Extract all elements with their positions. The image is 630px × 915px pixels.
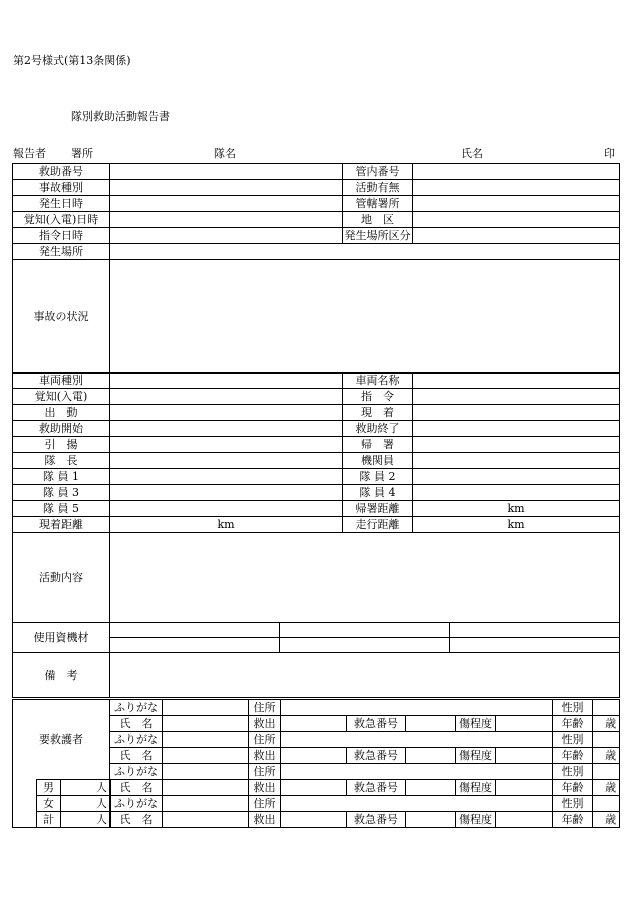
label-engineer: 機関員 [343,453,413,469]
label-jurisdiction: 管轄署所 [343,196,413,212]
label-captain: 隊 長 [13,453,110,469]
sex-value-4[interactable] [593,796,620,812]
label-location: 発生場所 [13,244,110,260]
rescued-label: 要救護者 [39,733,83,746]
age-unit-1[interactable]: 歳 [593,716,620,732]
address-value-3[interactable] [281,764,553,780]
tally-male-value[interactable]: 人 [61,780,111,796]
value-engineer[interactable] [413,453,620,469]
value-dispatch-datetime[interactable] [110,228,343,244]
value-activity-status[interactable] [413,180,620,196]
incident-table [12,163,620,374]
value-return[interactable] [413,437,620,453]
label-location-class: 発生場所区分 [344,229,411,242]
label-arrival-distance: 現着距離 [13,517,110,533]
value-return-distance[interactable]: km [413,501,620,517]
label-call-datetime: 覚知(入電)日時 [13,212,110,228]
address-value-1[interactable] [281,700,553,716]
station-label: 署所 [71,147,93,160]
value-vehicle-name[interactable] [413,373,620,389]
label-remarks: 備 考 [13,653,110,698]
equipment-cell-3[interactable] [450,623,620,638]
label-occurrence-datetime: 発生日時 [13,196,110,212]
age-label-4: 年齢 [553,812,593,828]
furigana-value-2[interactable] [163,732,249,748]
value-location[interactable] [110,244,620,260]
name-value-4[interactable] [163,812,249,828]
age-unit-2[interactable]: 歳 [593,748,620,764]
value-remarks[interactable] [110,653,620,698]
value-departure[interactable] [110,405,343,421]
value-rescue-start[interactable] [110,421,343,437]
value-member-2[interactable] [413,469,620,485]
rescue-value-1[interactable] [281,716,347,732]
equipment-cell-6[interactable] [450,638,620,653]
name-label-2: 氏 名 [110,748,163,764]
rescue-label-4: 救出 [249,812,281,828]
value-arrival[interactable] [413,405,620,421]
injury-label-2: 傷程度 [456,748,496,764]
label-vehicle-name: 車両名称 [343,373,413,389]
unit-label: 隊名 [214,147,236,160]
age-unit-4[interactable]: 歳 [593,812,620,828]
injury-value-4[interactable] [496,812,553,828]
tally-table [36,779,111,828]
value-vehicle-type[interactable] [110,373,343,389]
tally-total-value[interactable]: 人 [61,812,111,828]
tally-total-label: 計 [37,812,61,828]
label-departure: 出 動 [13,405,110,421]
equipment-cell-5[interactable] [280,638,450,653]
name-value-3[interactable] [163,780,249,796]
value-call-datetime[interactable] [110,212,343,228]
ambulance-no-value-2[interactable] [406,748,456,764]
label-withdrawal: 引 揚 [13,437,110,453]
name-label-3: 氏 名 [110,780,163,796]
label-member-5: 隊 員 5 [13,501,110,517]
value-jurisdiction[interactable] [413,196,620,212]
activity-table [12,532,620,698]
value-occurrence-datetime[interactable] [110,196,343,212]
equipment-cell-4[interactable] [110,638,280,653]
injury-value-2[interactable] [496,748,553,764]
label-member-1: 隊 員 1 [13,469,110,485]
name-label-1: 氏 名 [110,716,163,732]
name-label: 氏名 [461,147,483,160]
page-title: 隊別救助活動報告書 [71,110,170,123]
furigana-label-2: ふりがな [110,732,163,748]
value-member-5[interactable] [110,501,343,517]
label-activity-status: 活動有無 [343,180,413,196]
ambulance-no-value-1[interactable] [406,716,456,732]
rescue-value-3[interactable] [281,780,347,796]
injury-value-1[interactable] [496,716,553,732]
label-dispatch-datetime: 指令日時 [13,228,110,244]
seal-label: 印 [604,147,615,160]
name-label-4: 氏 名 [110,812,163,828]
age-label-3: 年齢 [553,780,593,796]
rescue-value-2[interactable] [281,748,347,764]
label-vehicle-type: 車両種別 [13,373,110,389]
sex-value-1[interactable] [593,700,620,716]
label-accident-type: 事故種別 [13,180,110,196]
label-return: 帰 署 [343,437,413,453]
address-label-3: 住所 [249,764,281,780]
address-value-4[interactable] [281,796,553,812]
age-label-2: 年齢 [553,748,593,764]
rescue-label-2: 救出 [249,748,281,764]
injury-label-1: 傷程度 [456,716,496,732]
ambulance-no-label-1: 救急番号 [347,716,406,732]
sex-label-2: 性別 [553,732,593,748]
furigana-label-3: ふりがな [110,764,163,780]
label-district-no: 管内番号 [343,164,413,180]
age-unit-3[interactable]: 歳 [593,780,620,796]
sex-value-3[interactable] [593,764,620,780]
ambulance-no-label-4: 救急番号 [347,812,406,828]
age-label-1: 年齢 [553,716,593,732]
label-activity: 活動内容 [13,533,110,623]
label-call-time: 覚知(入電) [13,389,110,405]
furigana-label-1: ふりがな [110,700,163,716]
value-activity[interactable] [110,533,620,623]
ambulance-no-value-3[interactable] [406,780,456,796]
label-rescue-start: 救助開始 [13,421,110,437]
value-member-1[interactable] [110,469,343,485]
label-travel-distance: 走行距離 [343,517,413,533]
sex-value-2[interactable] [593,732,620,748]
tally-female-label: 女 [37,796,61,812]
sex-label-1: 性別 [553,700,593,716]
address-value-2[interactable] [281,732,553,748]
label-arrival: 現 着 [343,405,413,421]
tally-male-label: 男 [37,780,61,796]
vehicle-table [12,372,620,533]
label-member-2: 隊 員 2 [343,469,413,485]
ambulance-no-label-2: 救急番号 [347,748,406,764]
label-equipment: 使用資機材 [13,623,110,653]
equipment-cell-1[interactable] [110,623,280,638]
label-member-4: 隊 員 4 [343,485,413,501]
equipment-cell-2[interactable] [280,623,450,638]
label-order-time: 指 令 [343,389,413,405]
ambulance-no-value-4[interactable] [406,812,456,828]
furigana-value-4[interactable] [163,796,249,812]
injury-value-3[interactable] [496,780,553,796]
form-number: 第2号様式(第13条関係) [13,54,131,67]
value-accident-type[interactable] [110,180,343,196]
label-rescue-end: 救助終了 [343,421,413,437]
value-order-time[interactable] [413,389,620,405]
ambulance-no-label-3: 救急番号 [347,780,406,796]
label-member-3: 隊 員 3 [13,485,110,501]
sex-label-3: 性別 [553,764,593,780]
label-return-distance: 帰署距離 [343,501,413,517]
address-label-2: 住所 [249,732,281,748]
value-situation[interactable] [110,260,620,374]
reporter-label: 報告者 [13,147,46,160]
injury-label-4: 傷程度 [456,812,496,828]
value-travel-distance[interactable]: km [413,517,620,533]
address-label-4: 住所 [249,796,281,812]
value-captain[interactable] [110,453,343,469]
tally-female-value[interactable]: 人 [61,796,111,812]
value-call-time[interactable] [110,389,343,405]
value-arrival-distance[interactable]: km [110,517,343,533]
name-value-2[interactable] [163,748,249,764]
label-area: 地 区 [343,212,413,228]
injury-label-3: 傷程度 [456,780,496,796]
sex-label-4: 性別 [553,796,593,812]
rescue-value-4[interactable] [281,812,347,828]
value-withdrawal[interactable] [110,437,343,453]
furigana-label-4: ふりがな [110,796,163,812]
value-member-3[interactable] [110,485,343,501]
name-value-1[interactable] [163,716,249,732]
label-situation: 事故の状況 [13,260,110,374]
value-member-4[interactable] [413,485,620,501]
value-location-class[interactable] [413,228,620,244]
furigana-value-3[interactable] [163,764,249,780]
label-rescue-no: 救助番号 [13,164,110,180]
value-rescue-no[interactable] [110,164,343,180]
rescue-label-1: 救出 [249,716,281,732]
value-rescue-end[interactable] [413,421,620,437]
address-label-1: 住所 [249,700,281,716]
value-area[interactable] [413,212,620,228]
rescue-label-3: 救出 [249,780,281,796]
value-district-no[interactable] [413,164,620,180]
furigana-value-1[interactable] [163,700,249,716]
